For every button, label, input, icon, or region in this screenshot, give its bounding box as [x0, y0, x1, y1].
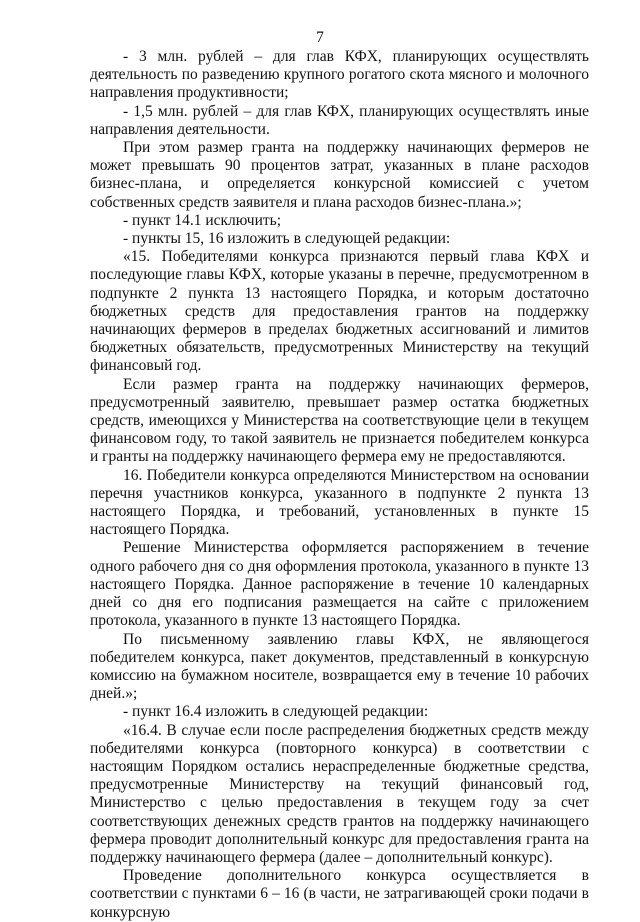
paragraph-7: Если размер гранта на поддержку начинающих фермеров, предусмотренный заявителю, превышает размер остатка бюджетных средств, имеющихся у Министерства на соответствующие цели в текущем финансовом году, то такой заявитель не признается победителем конкурса и гранты на поддержку начинающего фермера ему не предоставляются.: [90, 375, 589, 466]
paragraph-9: Решение Министерства оформляется распоряжением в течение одного рабочего дня со дня оформления протокола, указанного в пункте 13 настоящего Порядка. Данное распоряжение в течение 10 календарных дней со дня его подписания размещается на сайте с приложением протокола, указанного в пункте 13 настоящего Порядка.: [90, 539, 589, 630]
paragraph-1: - 3 млн. рублей – для глав КФХ, планирующих осуществлять деятельность по разведению крупного рогатого скота мясного и молочного направления продуктивности;: [90, 48, 589, 102]
paragraph-3: При этом размер гранта на поддержку начинающих фермеров не может превышать 90 процентов затрат, указанных в плане расходов бизнес-плана, и определяется конкурсной комиссией с учетом собственных средств заявителя и плана расходов бизнес-плана.»;: [90, 139, 589, 211]
document-body: [90, 48, 589, 922]
page-number: 7: [316, 29, 324, 46]
paragraph-13: Проведение дополнительного конкурса осуществляется в соответствии с пунктами 6 – 16 (в части, не затрагивающей сроки подачи в конкурсную: [90, 867, 589, 921]
paragraph-5: - пункты 15, 16 изложить в следующей редакции:: [123, 230, 451, 248]
paragraph-6: «15. Победителями конкурса признаются первый глава КФХ и последующие главы КФХ, которые указаны в перечне, предусмотренном в подпункте 2 пункта 13 настоящего Порядка, и которым достаточно бюджетных средств для предоставления грантов на поддержку начинающих фермеров в пределах бюджетных ассигнований и лимитов бюджетных обязательств, предусмотренных Министерству на текущий финансовый год.: [90, 248, 589, 375]
paragraph-10: По письменному заявлению главы КФХ, не являющегося победителем конкурса, пакет документов, представленный в конкурсную комиссию на бумажном носителе, возвращается ему в течение 10 рабочих дней.»;: [90, 630, 589, 703]
paragraph-11: - пункт 16.4 изложить в следующей редакции:: [123, 703, 429, 721]
paragraph-12: «16.4. В случае если после распределения бюджетных средств между победителями конкурса (повторного конкурса) в соответствии с настоящим Порядком остались нераспределенные бюджетные средства, предусмотренные Министерству на текущий финансовый год, Министерство с целью предоставления в текущем году за счет соответствующих денежных средств грантов на поддержку начинающего фермера проводит дополнительный конкурс для предоставления гранта на поддержку начинающего фермера (далее – дополнительный конкурс).: [90, 721, 589, 866]
paragraph-2: - 1,5 млн. рублей – для глав КФХ, планирующих осуществлять иные направления деятельности.: [90, 102, 589, 138]
paragraph-4: - пункт 14.1 исключить;: [123, 211, 282, 229]
paragraph-8: 16. Победители конкурса определяются Министерством на основании перечня участников конкурса, указанного в подпункте 2 пункта 13 настоящего Порядка, и требований, установленных в пункте 15 настоящего Порядка.: [90, 466, 589, 539]
